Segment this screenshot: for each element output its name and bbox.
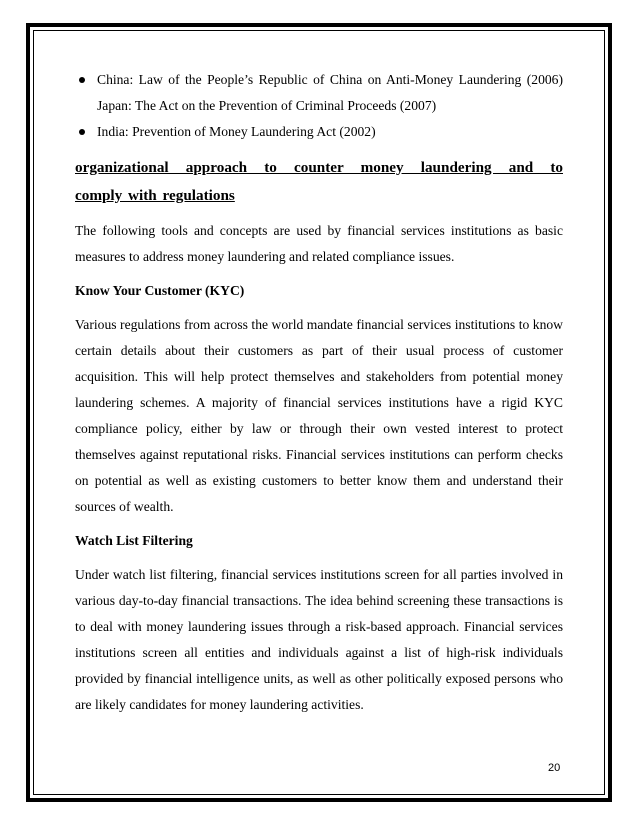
page-number: 20 bbox=[548, 762, 561, 774]
section-heading bbox=[75, 154, 563, 210]
page-content bbox=[75, 67, 563, 718]
kyc-paragraph: Various regulations from across the world mandate financial services institutions to know certain details about their customers as part of their usual process of customer acquisition. This will help protect themselves and stakeholders from potential money laundering schemes. A majority of financial services institutions have a rigid KYC compliance policy, either by law or through their own vested interest to protect themselves against reputational risks. Financial services institutions can perform checks on potential as well as existing customers to better know them and understand their sources of wealth. bbox=[75, 317, 563, 514]
bullet-icon bbox=[79, 77, 85, 83]
kyc-heading: Know Your Customer (KYC) bbox=[75, 283, 245, 298]
bullet-text: China: Law of the People’s Republic of China on Anti-Money Laundering (2006) Japan: The Act on the Prevention of Criminal Proceeds (2007) bbox=[97, 72, 563, 113]
section-heading-line2: comply with regulations bbox=[75, 187, 235, 204]
bullet-list bbox=[75, 67, 563, 145]
bullet-item-china-japan bbox=[75, 67, 563, 119]
watchlist-heading: Watch List Filtering bbox=[75, 533, 193, 548]
bullet-item-india bbox=[75, 119, 563, 145]
watchlist-paragraph: Under watch list filtering, financial services institutions screen for all parties involved in various day-to-day financial transactions. The idea behind screening these transactions is to deal with money laundering issues through a risk-based approach. Financial services institutions screen all entities and individuals against a list of high-risk individuals provided by financial intelligence units, as well as other politically exposed persons who are likely candidates for money laundering activities. bbox=[75, 567, 563, 712]
bullet-text: India: Prevention of Money Laundering Act (2002) bbox=[97, 124, 376, 139]
section-heading-line1: organizational approach to counter money laundering and to bbox=[75, 159, 563, 176]
intro-paragraph: The following tools and concepts are used by financial services institutions as basic measures to address money laundering and related compliance issues. bbox=[75, 223, 563, 264]
bullet-icon bbox=[79, 129, 85, 135]
